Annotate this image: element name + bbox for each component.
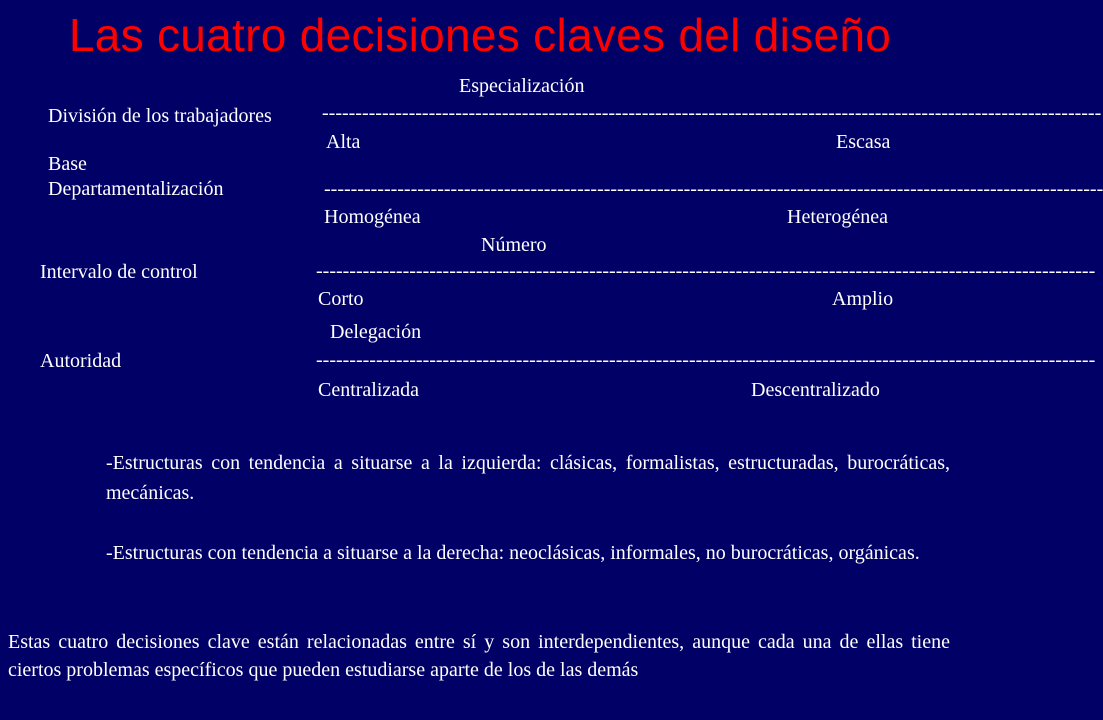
especializacion-left-value: Alta [326, 131, 361, 153]
delegacion-header: Delegación [330, 321, 422, 343]
base-label: Base [48, 153, 87, 175]
autoridad-right-value: Descentralizado [751, 379, 880, 401]
intervalo-control-label: Intervalo de control [40, 261, 198, 283]
departamentalizacion-label: Departamentalización [48, 178, 224, 200]
slide-title: Las cuatro decisiones claves del diseño [68, 9, 892, 61]
intervalo-right-value: Amplio [832, 288, 894, 310]
intervalo-scale-line: --------------------------------------------------------------------------------------------------------------------- [316, 260, 1096, 282]
departamentalizacion-scale-line: --------------------------------------------------------------------------------------------------------------------- [324, 178, 1103, 200]
autoridad-scale-line: --------------------------------------------------------------------------------------------------------------------- [316, 349, 1096, 371]
paragraph-derecha: -Estructuras con tendencia a situarse a la derecha: neoclásicas, informales, no burocráticas, orgánicas. [106, 542, 920, 564]
departamentalizacion-right-value: Heterogénea [787, 206, 889, 228]
paragraph-conclusion: Estas cuatro decisiones clave están relacionadas entre sí y son interdependientes, aunque cada una de ellas tiene ciertos problemas específicos que pueden estudiarse aparte de los de las demás [8, 631, 950, 681]
especializacion-header: Especialización [459, 75, 585, 97]
especializacion-scale-line: --------------------------------------------------------------------------------------------------------------------- [322, 102, 1102, 124]
numero-header: Número [481, 234, 547, 256]
intervalo-left-value: Corto [318, 288, 364, 310]
departamentalizacion-left-value: Homogénea [324, 206, 421, 228]
division-trabajadores-label: División de los trabajadores [48, 105, 272, 127]
autoridad-label: Autoridad [40, 350, 122, 372]
paragraph-izquierda: -Estructuras con tendencia a situarse a la izquierda: clásicas, formalistas, estructuradas, burocráticas, mecánicas. [106, 452, 950, 504]
especializacion-right-value: Escasa [836, 131, 891, 153]
autoridad-left-value: Centralizada [318, 379, 420, 401]
